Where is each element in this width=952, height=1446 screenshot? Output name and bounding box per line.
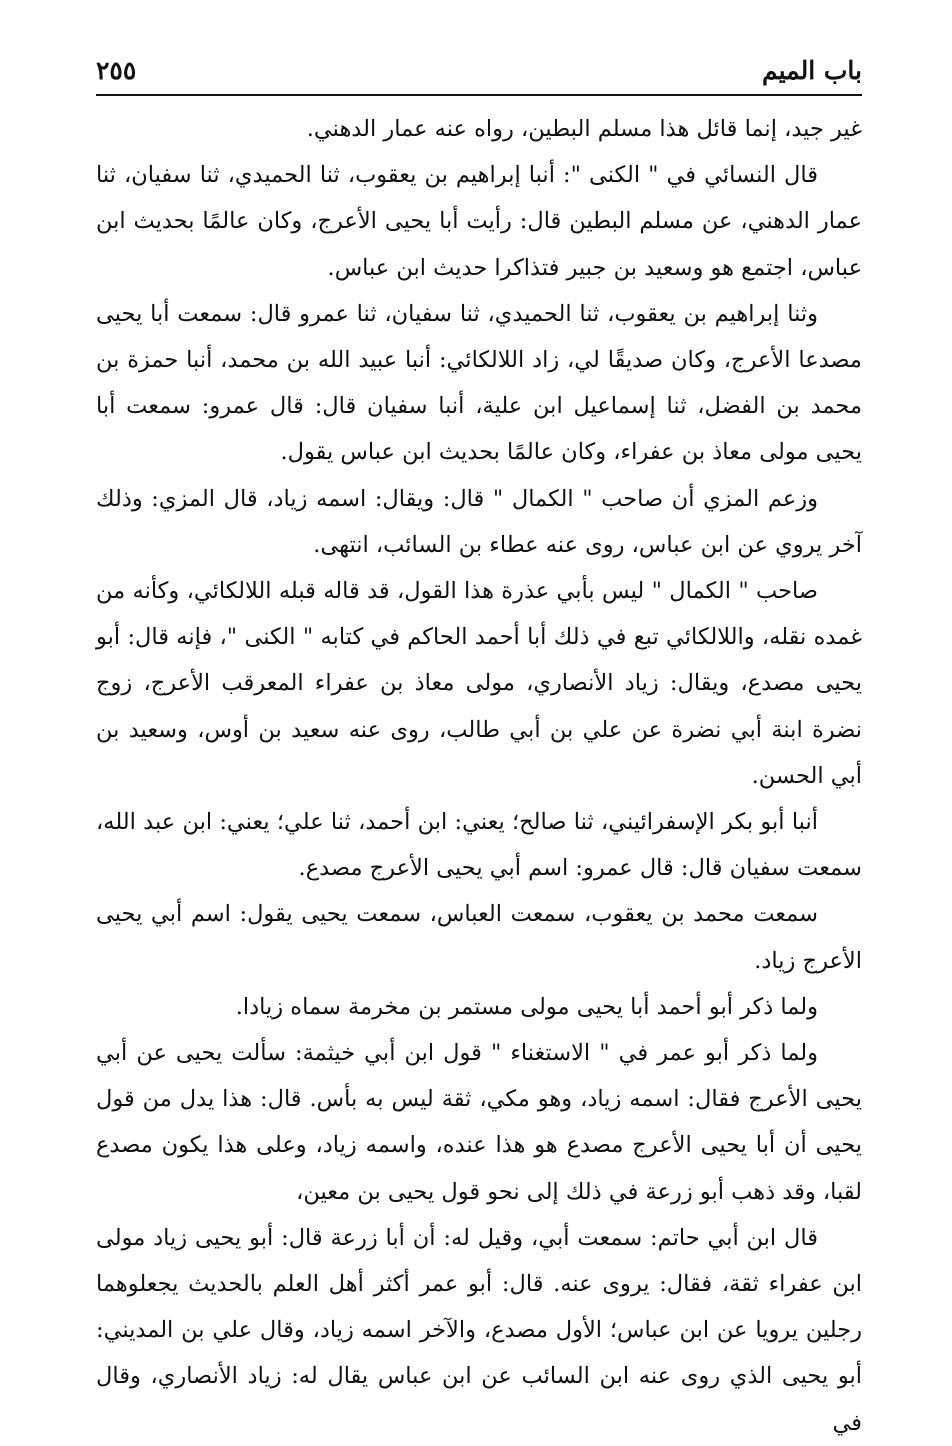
chapter-title: باب الميم [761, 56, 862, 85]
paragraph-9: ولما ذكر أبو عمر في " الاستغناء " قول ابن أبي خيثمة: سألت يحيى عن أبي يحيى الأعرج فقال: اسمه زياد، وهو مكي، ثقة ليس به بأس. قال: هذا يدل من قول يحيى أن أبا يحيى الأعرج مصدع هو هذا عنده، واسمه زياد، وعلى هذا يكون مصدع لقبا، وقد ذهب أبو زرعة في ذلك إلى نحو قول يحيى بن معين، [96, 1040, 862, 1205]
paragraph-2: قال النسائي في " الكنى ": أنبا إبراهيم بن يعقوب، ثنا الحميدي، ثنا سفيان، ثنا عمار الدهني، عن مسلم البطين قال: رأيت أبا يحيى الأعرج، وكان عالمًا بحديث ابن عباس، اجتمع هو وسعيد بن جبير فتذاكرا حديث ابن عباس. [96, 162, 862, 281]
paragraph-3: وثنا إبراهيم بن يعقوب، ثنا الحميدي، ثنا سفيان، ثنا عمرو قال: سمعت أبا يحيى مصدعا الأعرج، وكان صديقًا لي، زاد اللالكائي: أنبا عبيد الله بن محمد، أنبا حمزة بن محمد بن الفضل، ثنا إسماعيل ابن علية، أنبا سفيان قال: قال عمرو: سمعت أبا يحيى مولى معاذ بن عفراء، وكان عالمًا بحديث ابن عباس يقول. [96, 300, 862, 466]
page-header [96, 50, 862, 96]
paragraph-5: صاحب " الكمال " ليس بأبي عذرة هذا القول، قد قاله قبله اللالكائي، وكأنه من غمده نقله، واللالكائي تبع في ذلك أبا أحمد الحاكم في كتابه " الكنى "، فإنه قال: أبو يحيى مصدع، ويقال: زياد الأنصاري، مولى معاذ بن عفراء المعرقب الأعرج، زوج نضرة ابنة أبي نضرة عن علي بن أبي طالب، روى عنه سعيد بن أوس، وسعيد بن أبي الحسن. [96, 578, 862, 789]
paragraph-4: وزعم المزي أن صاحب " الكمال " قال: ويقال: اسمه زياد، قال المزي: وذلك آخر يروي عن ابن عباس، روى عنه عطاء بن السائب، انتهى. [96, 485, 862, 558]
paragraph-10: قال ابن أبي حاتم: سمعت أبي، وقيل له: أن أبا زرعة قال: أبو يحيى زياد مولى ابن عفراء ثقة، فقال: يروى عنه. قال: أبو عمر أكثر أهل العلم بالحديث يجعلوهما رجلين يرويا عن ابن عباس؛ الأول مصدع، والآخر اسمه زياد، وقال علي بن المديني: أبو يحيى الذي روى عنه ابن السائب عن ابن عباس يقال له: زياد الأنصاري، وقال في [96, 1224, 862, 1436]
paragraph-7: سمعت محمد بن يعقوب، سمعت العباس، سمعت يحيى يقول: اسم أبي يحيى الأعرج زياد. [96, 901, 862, 974]
paragraph-1: غير جيد، إنما قائل هذا مسلم البطين، رواه عنه عمار الدهني. [306, 116, 862, 142]
page-number: ٢٥٥ [96, 56, 137, 85]
book-page [96, 50, 862, 1436]
body-text [96, 106, 862, 1446]
paragraph-8: ولما ذكر أبو أحمد أبا يحيى مولى مستمر بن مخرمة سماه زيادا. [235, 993, 818, 1020]
paragraph-6: أنبا أبو بكر الإسفرائيني، ثنا صالح؛ يعني: ابن أحمد، ثنا علي؛ يعني: ابن عبد الله، سمعت سفيان قال: قال عمرو: اسم أبي يحيى الأعرج مصدع. [96, 809, 862, 882]
